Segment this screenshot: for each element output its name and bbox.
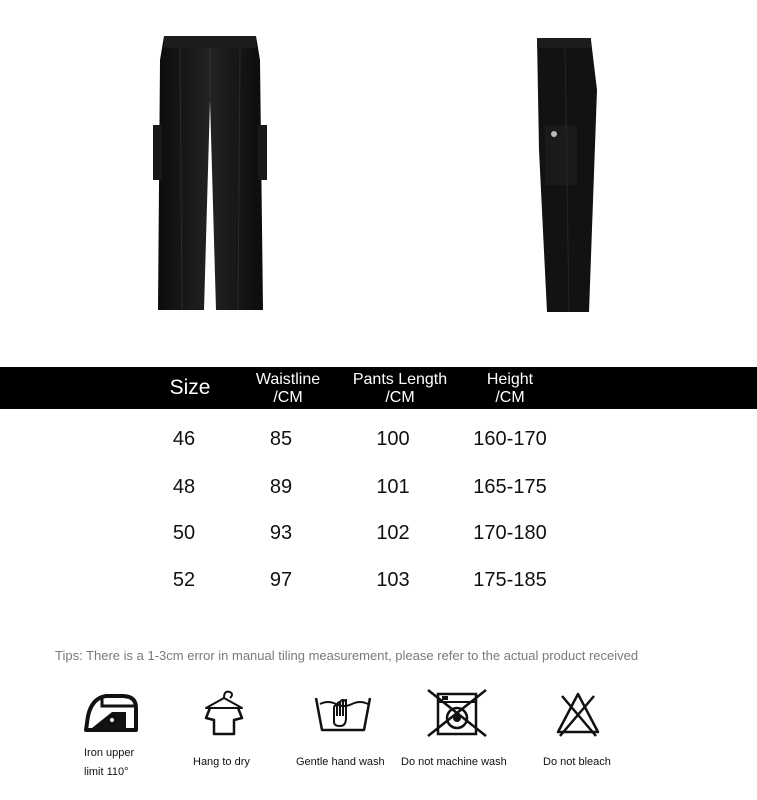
cell-waistline: 93 xyxy=(269,522,293,544)
header-size: Size xyxy=(169,376,211,399)
header-height: Height /CM xyxy=(486,371,534,406)
cell-size: 50 xyxy=(172,522,196,544)
cell-pants-length: 103 xyxy=(376,569,410,591)
no-bleach-icon xyxy=(554,690,602,738)
header-waistline: Waistline /CM xyxy=(255,371,321,406)
hand-wash-label: Gentle hand wash xyxy=(296,756,385,768)
cell-height: 170-180 xyxy=(473,522,547,544)
cell-size: 46 xyxy=(172,428,196,450)
iron-label-line1: Iron upper xyxy=(84,747,135,759)
no-machine-wash-icon xyxy=(426,688,488,738)
pants-front-photo xyxy=(150,30,270,320)
header-pants-length: Pants Length /CM xyxy=(352,371,448,406)
cell-height: 165-175 xyxy=(473,476,547,498)
pants-side-photo xyxy=(525,30,605,320)
hanger-icon xyxy=(202,688,246,738)
measurement-tip: Tips: There is a 1-3cm error in manual tiling measurement, please refer to the actual product received xyxy=(55,648,639,663)
no-bleach-label: Do not bleach xyxy=(543,756,611,768)
cell-pants-length: 101 xyxy=(376,476,410,498)
iron-icon xyxy=(82,692,140,734)
hand-wash-icon xyxy=(312,688,374,734)
iron-label-line2: limit 110° xyxy=(84,766,129,778)
cell-pants-length: 102 xyxy=(376,522,410,544)
cell-height: 160-170 xyxy=(473,428,547,450)
cell-height: 175-185 xyxy=(473,569,547,591)
cell-pants-length: 100 xyxy=(376,428,410,450)
cell-size: 48 xyxy=(172,476,196,498)
no-machine-wash-label: Do not machine wash xyxy=(401,756,507,768)
hang-label: Hang to dry xyxy=(193,756,250,768)
cell-size: 52 xyxy=(172,569,196,591)
size-table-header xyxy=(0,367,757,409)
cell-waistline: 89 xyxy=(269,476,293,498)
cell-waistline: 85 xyxy=(269,428,293,450)
cell-waistline: 97 xyxy=(269,569,293,591)
